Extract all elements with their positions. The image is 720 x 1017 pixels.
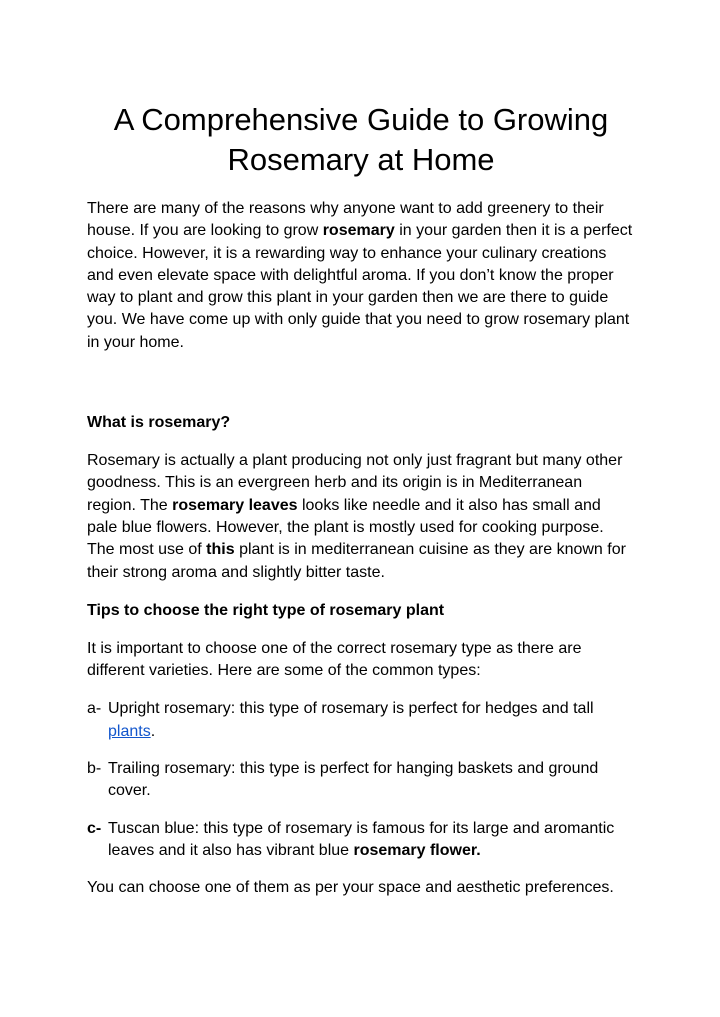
list-item-upright xyxy=(87,698,635,743)
list-item-tuscan-blue xyxy=(87,818,635,863)
section1-text-1: Rosemary is actually a plant producing not only just fragrant but many other goodness. This is an evergreen herb and its origin is in Mediterranean region. The xyxy=(87,452,623,514)
plants-link[interactable]: plants xyxy=(108,722,151,740)
intro-paragraph xyxy=(87,198,635,354)
list-marker-a: a- xyxy=(87,700,102,718)
intro-text-2: in your garden then it is a perfect choice. However, it is a rewarding way to enhance your culinary creations and even elevate space with delightful aroma. If you don’t know the proper way to plant and grow this plant in your garden then we are there to guide you. We have come up with only guide that you need to grow rosemary plant in your home. xyxy=(87,222,633,351)
list-item-trailing xyxy=(87,758,635,803)
section-heading-tips: Tips to choose the right type of rosemary plant xyxy=(87,601,445,619)
section1-bold-this: this xyxy=(206,541,235,559)
section1-bold-rosemary-leaves: rosemary leaves xyxy=(172,496,298,514)
intro-bold-rosemary: rosemary xyxy=(322,222,395,240)
list-item-bold-rosemary-flower: rosemary flower. xyxy=(353,841,481,859)
section-heading-what-is-rosemary: What is rosemary? xyxy=(87,414,231,432)
what-is-rosemary-paragraph xyxy=(87,450,635,584)
title-line-2: Rosemary at Home xyxy=(227,142,495,177)
title-line-1: A Comprehensive Guide to Growing xyxy=(113,102,609,137)
list-item-punctuation: . xyxy=(150,722,156,740)
tips-intro-paragraph: It is important to choose one of the correct rosemary type as there are different varieties. Here are some of the common types: xyxy=(87,639,582,680)
list-marker-c: c- xyxy=(87,819,102,837)
list-marker-b: b- xyxy=(87,760,102,778)
page-title xyxy=(87,100,635,180)
section1-text-3: plant is in mediterranean cuisine as they are known for their strong aroma and slightly bitter taste. xyxy=(87,541,626,581)
list-item-text: Tuscan blue: this type of rosemary is famous for its large and aromantic leaves and it also has vibrant blue xyxy=(108,819,615,859)
list-item-text: Upright rosemary: this type of rosemary is perfect for hedges and tall xyxy=(108,700,594,718)
list-item-text: Trailing rosemary: this type is perfect for hanging baskets and ground cover. xyxy=(108,760,599,800)
closing-paragraph: You can choose one of them as per your space and aesthetic preferences. xyxy=(87,879,614,897)
section1-text-2: looks like needle and it also has small and pale blue flowers. However, the plant is mostly used for cooking purpose. The most use of xyxy=(87,496,604,559)
document-page xyxy=(87,100,635,900)
intro-text-1: There are many of the reasons why anyone want to add greenery to their house. If you are looking to grow xyxy=(87,200,604,240)
